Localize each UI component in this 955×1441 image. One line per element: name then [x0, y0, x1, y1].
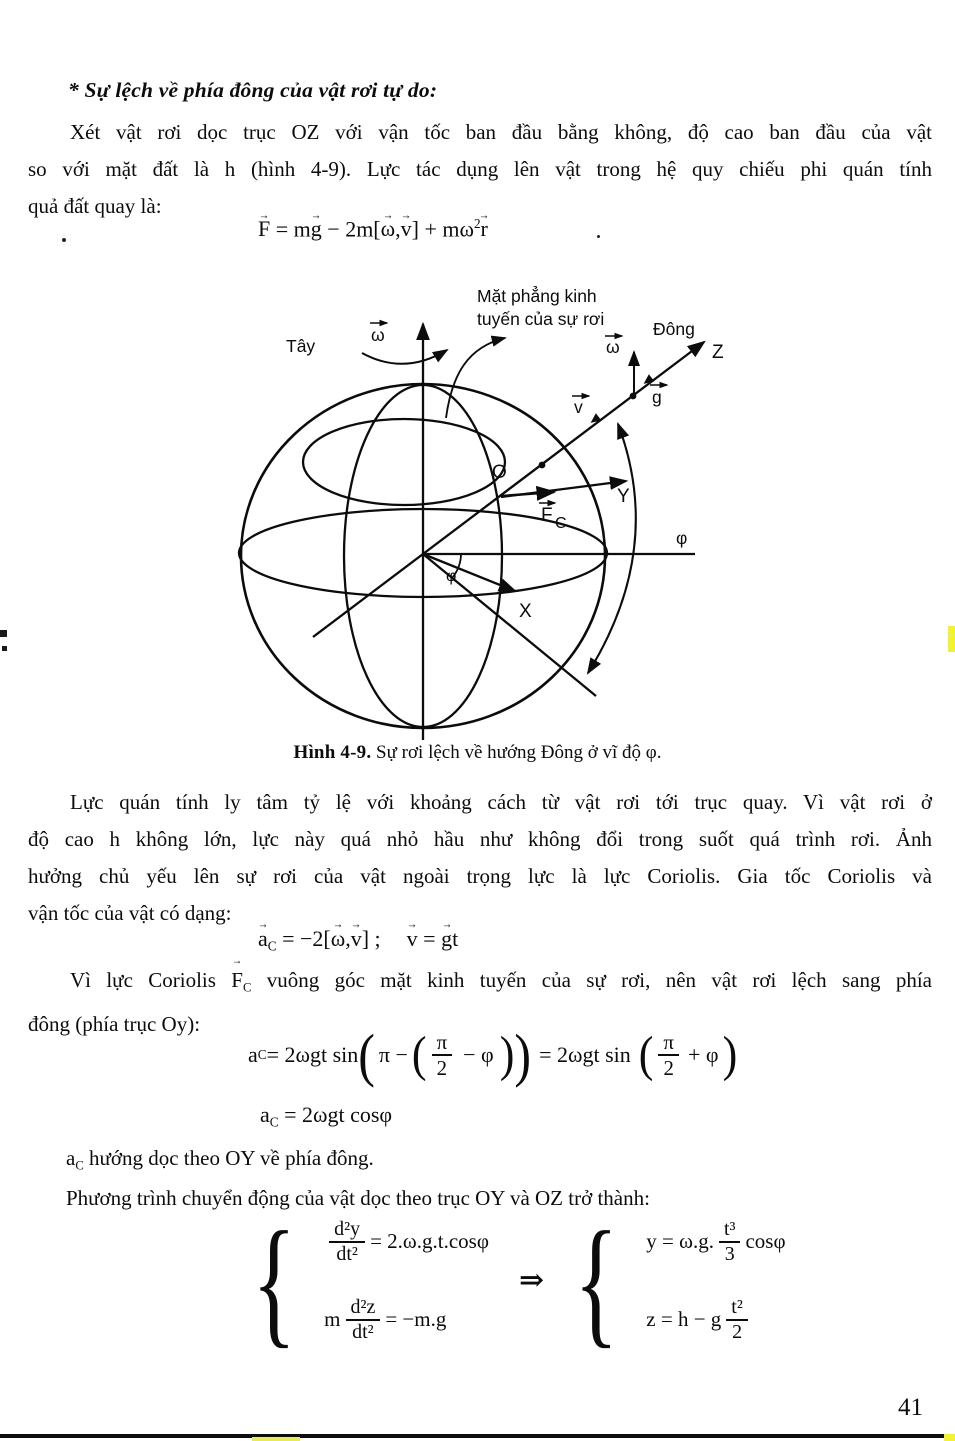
- paragraph-2: [28, 784, 932, 932]
- paren-open: (: [638, 1027, 654, 1083]
- eq-force-text: − 2m[: [321, 216, 381, 242]
- label-axis-X: X: [519, 601, 532, 622]
- vector-F: F →: [258, 216, 270, 242]
- equation-cosine: [260, 1102, 392, 1131]
- eq-force-text: = m: [270, 216, 311, 242]
- section-heading: * Sự lệch về phía đông của vật rơi tự do:: [68, 78, 438, 102]
- scan-dot: [597, 235, 600, 238]
- system-eq-z: [646, 1296, 785, 1344]
- coriolis-force-subscript: C: [242, 980, 252, 995]
- paren-close-outer: ): [514, 1021, 532, 1088]
- label-g: g: [652, 387, 662, 407]
- page-number: 41: [898, 1394, 923, 1421]
- eq-sin-sub: C: [257, 1047, 267, 1062]
- scan-artifact-left-edge: [0, 630, 7, 637]
- vector-v: v →: [401, 216, 412, 242]
- eq-force-text: ] + mω: [411, 216, 474, 242]
- system-eq-z-pre: z = h − g: [646, 1307, 722, 1332]
- eq-force-exponent: 2: [473, 216, 481, 231]
- scan-dot: [62, 238, 66, 242]
- eq-sin-text: − φ: [463, 1042, 494, 1067]
- system-eq-d2z-pre: m: [324, 1307, 341, 1332]
- figure-caption: [0, 742, 955, 764]
- paren-close-inner: ): [499, 1027, 515, 1083]
- vector-g: g →: [441, 926, 452, 952]
- label-omega-top: ω: [371, 325, 385, 345]
- eq-cos-a: a: [260, 1102, 270, 1127]
- label-phi-axis: φ: [676, 528, 688, 548]
- eq-accel-sub: C: [267, 938, 277, 954]
- left-brace: {: [252, 1201, 297, 1360]
- eq-accel-comma: ,: [345, 926, 351, 951]
- vector-omega: ω →: [331, 926, 345, 952]
- equation-system: [252, 1201, 786, 1360]
- falling-point-lower: [539, 462, 546, 469]
- vector-v: v →: [407, 926, 418, 952]
- paren-open-inner: (: [411, 1027, 427, 1083]
- paragraph-3-text: vuông góc mặt kinh tuyến của sự rơi, nên vật rơi lệch sang phía: [251, 968, 933, 992]
- falling-point-upper: [630, 393, 637, 400]
- eq-sin-a: a: [248, 1042, 258, 1067]
- eq-sin-text: = 2ωgt sin: [266, 1042, 359, 1067]
- ac-direction-text: hướng dọc theo OY về phía đông.: [83, 1146, 374, 1170]
- fraction-pi-over-2: $\frac{\pi}{2}$: [432, 1030, 453, 1080]
- figure-earth-diagram: [222, 276, 944, 748]
- fraction-d2z-dt2: $\frac{\text{d²z}}{\text{dt²}}$: [346, 1296, 381, 1344]
- scan-artifact-highlight-right: [948, 626, 955, 652]
- system-eq-y-post: cosφ: [745, 1229, 786, 1254]
- equation-coriolis-acceleration: [258, 926, 458, 955]
- label-axis-Z: Z: [712, 342, 724, 363]
- fraction-d2y-dt2: $\frac{\text{d²y}}{\text{dt²}}$: [329, 1218, 365, 1266]
- paragraph-3-text: Vì lực Coriolis: [70, 968, 232, 992]
- figure-caption-number: Hình 4-9.: [293, 742, 372, 763]
- fraction-t2-over-2: $\frac{\text{t²}}{2}$: [726, 1296, 748, 1344]
- scan-artifact-highlight-corner: [944, 1434, 955, 1441]
- vector-omega: ω →: [381, 216, 395, 242]
- bottom-rule: [0, 1434, 951, 1438]
- paren-close: ): [722, 1027, 738, 1083]
- eq-cos-text: = 2ωgt cosφ: [278, 1102, 393, 1127]
- paragraph-1-line-2: so với mặt đất là h (hình 4-9). Lực tác dụng lên vật trong hệ quy chiếu phi quán tính: [28, 157, 932, 181]
- right-brace: {: [574, 1201, 619, 1360]
- implies-arrow: ⇒: [518, 1264, 545, 1298]
- vector-r: r →: [481, 216, 488, 242]
- label-v: v: [574, 397, 583, 417]
- latitude-circle: [303, 419, 505, 505]
- fraction-pi-over-2: $\frac{\pi}{2}$: [658, 1030, 679, 1080]
- paragraph-3-line-1: [28, 962, 932, 1006]
- equation-sine-expansion: [248, 1022, 737, 1088]
- label-west: Tây: [286, 336, 316, 356]
- label-axis-Y: Y: [617, 486, 630, 507]
- label-east: Đông: [653, 319, 695, 339]
- equation-force: [258, 216, 488, 242]
- label-phi-angle: φ: [446, 568, 457, 585]
- ac-direction-line: [66, 1140, 374, 1184]
- label-fc: F: [541, 505, 553, 526]
- eq-sin-text: + φ: [687, 1042, 719, 1067]
- paragraph-2-line-4: vận tốc của vật có dạng:: [28, 901, 232, 925]
- eq-accel-text: =: [417, 926, 442, 951]
- motion-equation-line: Phương trình chuyển động của vật dọc theo trục OY và OZ trở thành:: [66, 1186, 650, 1210]
- eq-force-comma: ,: [395, 216, 401, 242]
- paragraph-2-line-1: Lực quán tính ly tâm tỷ lệ với khoảng cách từ vật rơi tới trục quay. Vì vật rơi ở: [70, 790, 932, 814]
- paragraph-2-line-2: độ cao h không lớn, lực này quá nhỏ hầu như không đổi trong suốt quá trình rơi. Ảnh: [28, 827, 932, 851]
- vector-v: v →: [351, 926, 362, 952]
- paragraph-1-line-1: Xét vật rơi dọc trục OZ với vận tốc ban đầu bằng không, độ cao ban đầu của vật: [70, 120, 932, 144]
- ac-symbol: a: [66, 1146, 76, 1170]
- annotation-arrow: [446, 338, 505, 418]
- system-eq-y: [646, 1218, 785, 1266]
- eq-accel-text: t: [452, 926, 459, 951]
- eq-sin-text: = 2ωgt sin: [539, 1042, 631, 1067]
- paragraph-1-line-3: quả đất quay là:: [28, 194, 162, 218]
- vector-F: F →: [231, 962, 243, 999]
- label-fc-sub: C: [555, 515, 567, 532]
- system-eq-d2z: [324, 1296, 489, 1344]
- omega-rotation-arc: [362, 350, 447, 364]
- scan-artifact-highlight-bottom: [252, 1437, 300, 1441]
- ac-subscript: C: [75, 1158, 84, 1173]
- label-omega-right: ω: [606, 337, 620, 357]
- eq-cos-sub: C: [269, 1114, 279, 1130]
- system-right-column: [646, 1218, 785, 1344]
- system-eq-y-pre: y = ω.g.: [646, 1229, 714, 1254]
- vector-g: g →: [311, 216, 322, 242]
- paragraph-2-line-3: hưởng chủ yếu lên sự rơi của vật ngoài trọng lực là lực Coriolis. Gia tốc Coriolis và: [28, 864, 932, 888]
- system-eq-d2y: [324, 1218, 489, 1266]
- meridian-sweep-arc: [588, 424, 636, 673]
- figure-caption-text: Sự rơi lệch về hướng Đông ở vĩ độ φ.: [371, 742, 662, 763]
- eq-accel-text: ] ;: [361, 926, 381, 951]
- eq-accel-text: = −2[: [276, 926, 331, 951]
- scan-artifact-left-edge: [2, 646, 7, 651]
- system-left-column: [324, 1218, 489, 1344]
- paragraph-3-line-2: đông (phía trục Oy):: [28, 1012, 201, 1037]
- label-annotation-line1: Mặt phẳng kinh: [477, 286, 597, 306]
- label-origin-O: O: [492, 462, 507, 483]
- vector-a: a →: [258, 926, 268, 952]
- system-eq-d2z-rhs: = −m.g: [385, 1307, 447, 1332]
- system-eq-d2y-rhs: = 2.ω.g.t.cosφ: [370, 1229, 489, 1254]
- eq-sin-pi: π −: [378, 1042, 408, 1067]
- label-annotation-line2: tuyến của sự rơi: [477, 309, 605, 329]
- fraction-t3-over-3: $\frac{\text{t³}}{3}$: [719, 1218, 741, 1266]
- paren-open-outer: (: [358, 1021, 375, 1088]
